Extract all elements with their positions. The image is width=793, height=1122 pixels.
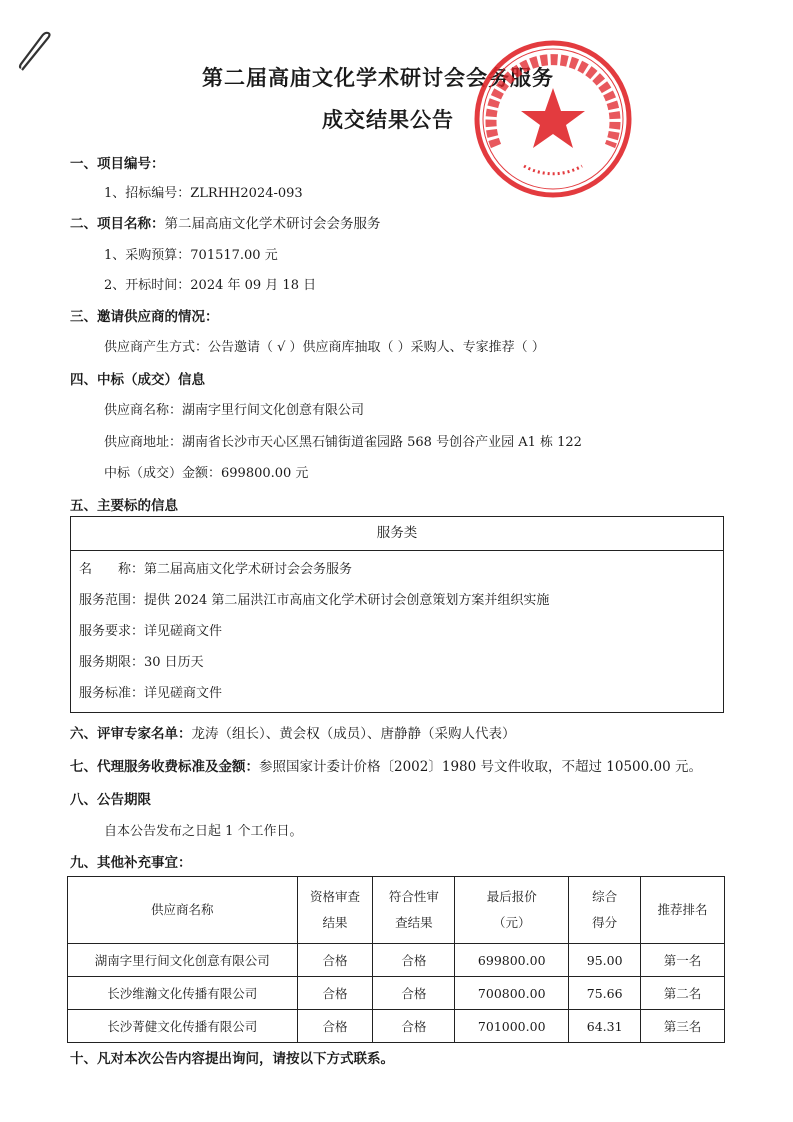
price-cell: 701000.00 bbox=[455, 1010, 569, 1043]
score-cell: 95.00 bbox=[569, 944, 641, 977]
col-header-rank: 推荐排名 bbox=[641, 877, 725, 944]
section-supplementary-heading: 九、其他补充事宜： bbox=[70, 855, 192, 871]
tender-number: 1、招标编号：ZLRHH2024-093 bbox=[104, 186, 303, 201]
supplier-name: 供应商名称：湖南字里行间文化创意有限公司 bbox=[104, 403, 365, 418]
table-row bbox=[68, 1010, 725, 1043]
compliance-cell: 合格 bbox=[373, 944, 455, 977]
project-name-value: 第二届高庙文化学术研讨会会务服务 bbox=[164, 216, 381, 232]
supplier-name-cell: 湖南字里行间文化创意有限公司 bbox=[68, 944, 298, 977]
qualification-cell: 合格 bbox=[297, 944, 373, 977]
supplier-address: 供应商地址：湖南省长沙市天心区黑石铺街道雀园路 568 号创谷产业园 A1 栋 122 bbox=[104, 435, 582, 450]
supplier-selection-method: 供应商产生方式：公告邀请（ √ ）供应商库抽取（ ）采购人、专家推荐（ ） bbox=[104, 340, 545, 355]
table-row bbox=[68, 944, 725, 977]
official-seal-stamp bbox=[472, 38, 634, 200]
section-project-name-heading: 二、项目名称： bbox=[70, 216, 165, 232]
document-title: 第二届高庙文化学术研讨会会务服务 bbox=[202, 65, 554, 90]
target-row-requirement: 服务要求：详见磋商文件 bbox=[79, 624, 223, 639]
bid-opening-time: 2、开标时间：2024 年 09 月 18 日 bbox=[104, 278, 317, 293]
section-main-target-heading: 五、主要标的信息 bbox=[70, 498, 178, 514]
col-header-compliance: 符合性审 查结果 bbox=[373, 877, 455, 944]
section-project-name bbox=[70, 212, 381, 232]
price-cell: 700800.00 bbox=[455, 977, 569, 1010]
score-cell: 64.31 bbox=[569, 1010, 641, 1043]
experts-list: 龙涛（组长）、黄会权（成员）、唐静静（采购人代表） bbox=[191, 726, 516, 742]
target-row-name: 名 称：第二届高庙文化学术研讨会会务服务 bbox=[79, 562, 353, 577]
section-agency-fee-heading: 七、代理服务收费标准及金额： bbox=[70, 759, 259, 775]
section-project-number-heading: 一、项目编号： bbox=[70, 156, 165, 172]
table-header-row bbox=[68, 877, 725, 944]
col-header-supplier: 供应商名称 bbox=[68, 877, 298, 944]
score-cell: 75.66 bbox=[569, 977, 641, 1010]
section-agency-fee bbox=[70, 755, 702, 775]
section-experts-heading: 六、评审专家名单： bbox=[70, 726, 192, 742]
agency-fee-value: 参照国家计委计价格〔2002〕1980 号文件收取，不超过 10500.00 元。 bbox=[259, 759, 703, 775]
rank-cell: 第二名 bbox=[641, 977, 725, 1010]
supplier-name-cell: 长沙菁健文化传播有限公司 bbox=[68, 1010, 298, 1043]
col-header-qualification: 资格审查 结果 bbox=[297, 877, 373, 944]
rank-cell: 第三名 bbox=[641, 1010, 725, 1043]
target-row-period: 服务期限：30 日历天 bbox=[79, 655, 204, 670]
section-contact-heading: 十、凡对本次公告内容提出询问，请按以下方式联系。 bbox=[70, 1051, 394, 1067]
rank-cell: 第一名 bbox=[641, 944, 725, 977]
section-experts bbox=[70, 722, 516, 742]
paper-clip-icon bbox=[18, 30, 54, 76]
compliance-cell: 合格 bbox=[373, 977, 455, 1010]
bidder-results-table bbox=[67, 876, 725, 1043]
notice-period-value: 自本公告发布之日起 1 个工作日。 bbox=[104, 824, 303, 839]
table-header-service-type: 服务类 bbox=[71, 517, 723, 551]
section-award-info-heading: 四、中标（成交）信息 bbox=[70, 372, 205, 388]
main-target-table bbox=[70, 516, 724, 713]
section-notice-period-heading: 八、公告期限 bbox=[70, 792, 151, 808]
col-header-score: 综合 得分 bbox=[569, 877, 641, 944]
compliance-cell: 合格 bbox=[373, 1010, 455, 1043]
col-header-final-price: 最后报价 （元） bbox=[455, 877, 569, 944]
table-row bbox=[68, 977, 725, 1010]
section-invited-suppliers-heading: 三、邀请供应商的情况： bbox=[70, 309, 219, 325]
qualification-cell: 合格 bbox=[297, 1010, 373, 1043]
document-subtitle: 成交结果公告 bbox=[322, 107, 454, 132]
procurement-budget: 1、采购预算：701517.00 元 bbox=[104, 248, 278, 263]
target-row-scope: 服务范围：提供 2024 第二届洪江市高庙文化学术研讨会创意策划方案并组织实施 bbox=[79, 593, 550, 608]
qualification-cell: 合格 bbox=[297, 977, 373, 1010]
award-amount: 中标（成交）金额：699800.00 元 bbox=[104, 466, 309, 481]
supplier-name-cell: 长沙维瀚文化传播有限公司 bbox=[68, 977, 298, 1010]
target-row-standard: 服务标准：详见磋商文件 bbox=[79, 686, 223, 701]
price-cell: 699800.00 bbox=[455, 944, 569, 977]
